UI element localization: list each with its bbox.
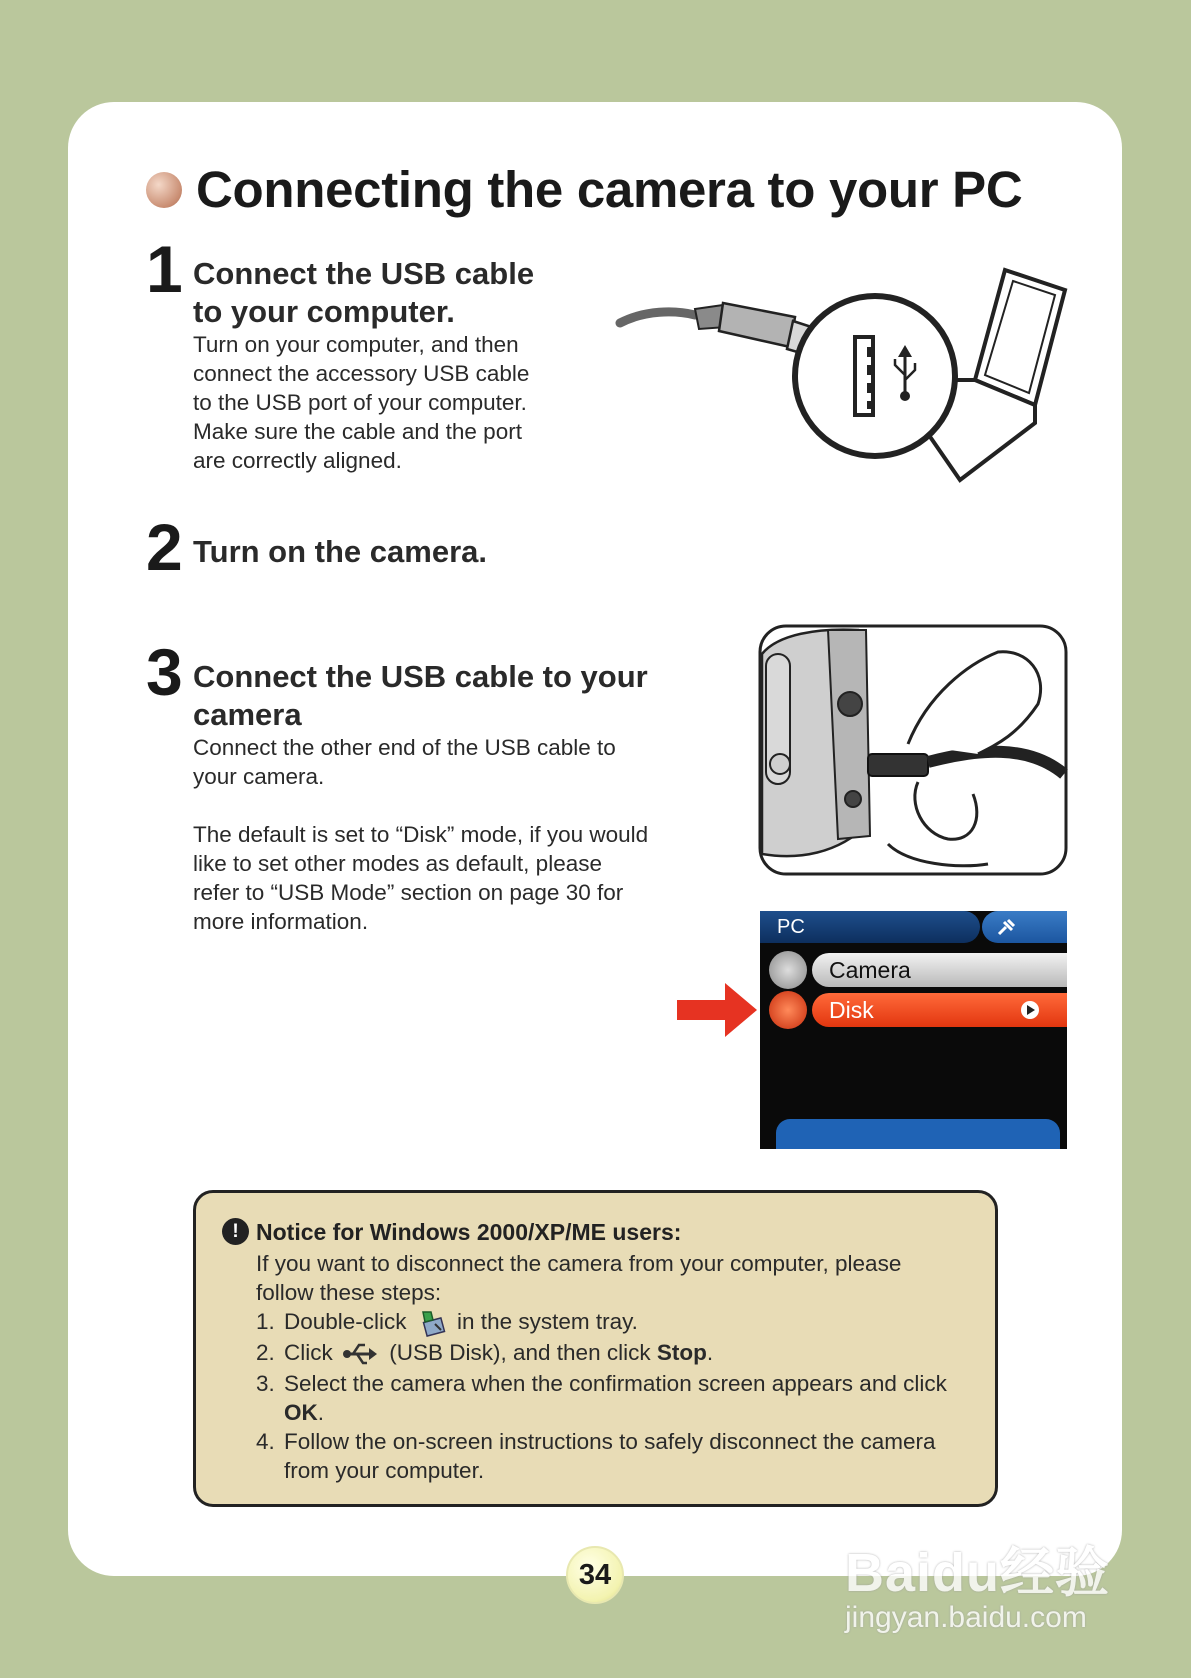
step-1-number: 1 <box>146 232 183 306</box>
step-3-body-line: like to set other modes as default, please <box>193 851 602 876</box>
page-title: Connecting the camera to your PC <box>196 161 1023 218</box>
step-3-body-spacer <box>193 791 648 820</box>
lcd-bottom-bar <box>776 1119 1060 1149</box>
list-item-number: 2. <box>256 1340 275 1366</box>
lcd-top-label: PC <box>777 916 805 938</box>
list-item-bold-text: OK <box>284 1400 318 1426</box>
notice-heading: Notice for Windows 2000/XP/ME users: <box>256 1219 682 1245</box>
list-item-text <box>284 1338 956 1369</box>
play-circle-icon <box>1020 1000 1040 1020</box>
camera-lcd-screen <box>760 911 1067 1149</box>
list-item-bold-text: Stop <box>656 1340 707 1366</box>
usb-plug-icon <box>996 916 1018 938</box>
baidu-watermark <box>845 1530 1110 1635</box>
exclamation-icon: ! <box>222 1218 249 1245</box>
list-item <box>256 1427 956 1485</box>
step-3-body-line: The default is set to “Disk” mode, if you would <box>193 822 649 847</box>
red-arrow-icon <box>677 983 757 1037</box>
camera-usb-illustration <box>758 624 1068 876</box>
step-3-body-line: more information. <box>193 909 369 934</box>
lcd-menu-item-label: Camera <box>829 957 911 983</box>
list-item-text <box>284 1369 956 1427</box>
list-item-text-part: (USB Disk), and then click <box>383 1340 657 1366</box>
list-item-text: Follow the on-screen instructions to safely disconnect the camera from your computer. <box>284 1429 936 1484</box>
list-item <box>256 1307 956 1338</box>
title-row <box>146 160 1022 219</box>
step-1-body-line: connect the accessory USB cable <box>193 361 530 386</box>
usb-disk-icon <box>769 991 807 1029</box>
notice-intro: If you want to disconnect the camera from your computer, please follow these steps: <box>256 1251 902 1305</box>
step-3-body-line: Connect the other end of the USB cable to <box>193 735 616 760</box>
step-3-body-line: your camera. <box>193 764 325 789</box>
step-1-body-line: Turn on your computer, and then <box>193 332 519 357</box>
step-1-body-line: Make sure the cable and the port <box>193 419 522 444</box>
lcd-top-bar <box>760 911 980 943</box>
list-item <box>256 1369 956 1427</box>
step-1-heading <box>193 255 534 331</box>
step-3-heading-line1: Connect the USB cable to your <box>193 659 648 694</box>
list-item-text-part: . <box>706 1340 714 1366</box>
step-1-body-line: are correctly aligned. <box>193 448 402 473</box>
lcd-menu-item-camera[interactable] <box>812 953 1067 987</box>
list-item-number: 1. <box>256 1309 275 1334</box>
notice-steps-list <box>256 1307 956 1485</box>
lcd-usb-tab <box>982 911 1067 943</box>
list-item-number: 3. <box>256 1371 275 1397</box>
lcd-menu-item-label: Disk <box>829 997 874 1023</box>
page-number: 34 <box>566 1546 624 1604</box>
usb-disk-icon[interactable] <box>343 1339 379 1369</box>
list-item-text-part: Click <box>284 1340 339 1366</box>
list-item-text-part: Double-click <box>284 1309 413 1334</box>
safely-remove-tray-icon[interactable] <box>417 1308 447 1338</box>
list-item-text-part: . <box>317 1400 325 1426</box>
list-item-text <box>284 1307 956 1338</box>
notice-box <box>193 1190 998 1507</box>
step-3-body-line: refer to “USB Mode” section on page 30 for <box>193 880 624 905</box>
lcd-menu-item-disk[interactable] <box>812 993 1067 1027</box>
list-item-text-part: Select the camera when the confirmation screen appears and click <box>284 1371 947 1397</box>
step-1-heading-line1: Connect the USB cable <box>193 256 535 291</box>
step-1-body-line: to the USB port of your computer. <box>193 390 527 415</box>
watermark-sub: jingyan.baidu.com <box>845 1601 1087 1634</box>
step-1-body <box>193 330 529 475</box>
step-3-body <box>193 733 648 936</box>
step-3-heading <box>193 658 648 734</box>
list-item <box>256 1338 956 1369</box>
step-3-number: 3 <box>146 635 183 709</box>
title-bullet-icon <box>146 172 182 208</box>
step-2-number: 2 <box>146 510 183 584</box>
usb-laptop-illustration <box>615 265 1075 490</box>
camera-icon <box>769 951 807 989</box>
watermark-main: Baidu经验 <box>845 1543 1111 1603</box>
list-item-number: 4. <box>256 1429 275 1455</box>
step-2-heading: Turn on the camera. <box>193 534 487 569</box>
step-3-heading-line2: camera <box>193 697 302 732</box>
list-item-text-part: in the system tray. <box>450 1309 638 1334</box>
step-1-heading-line2: to your computer. <box>193 294 455 329</box>
